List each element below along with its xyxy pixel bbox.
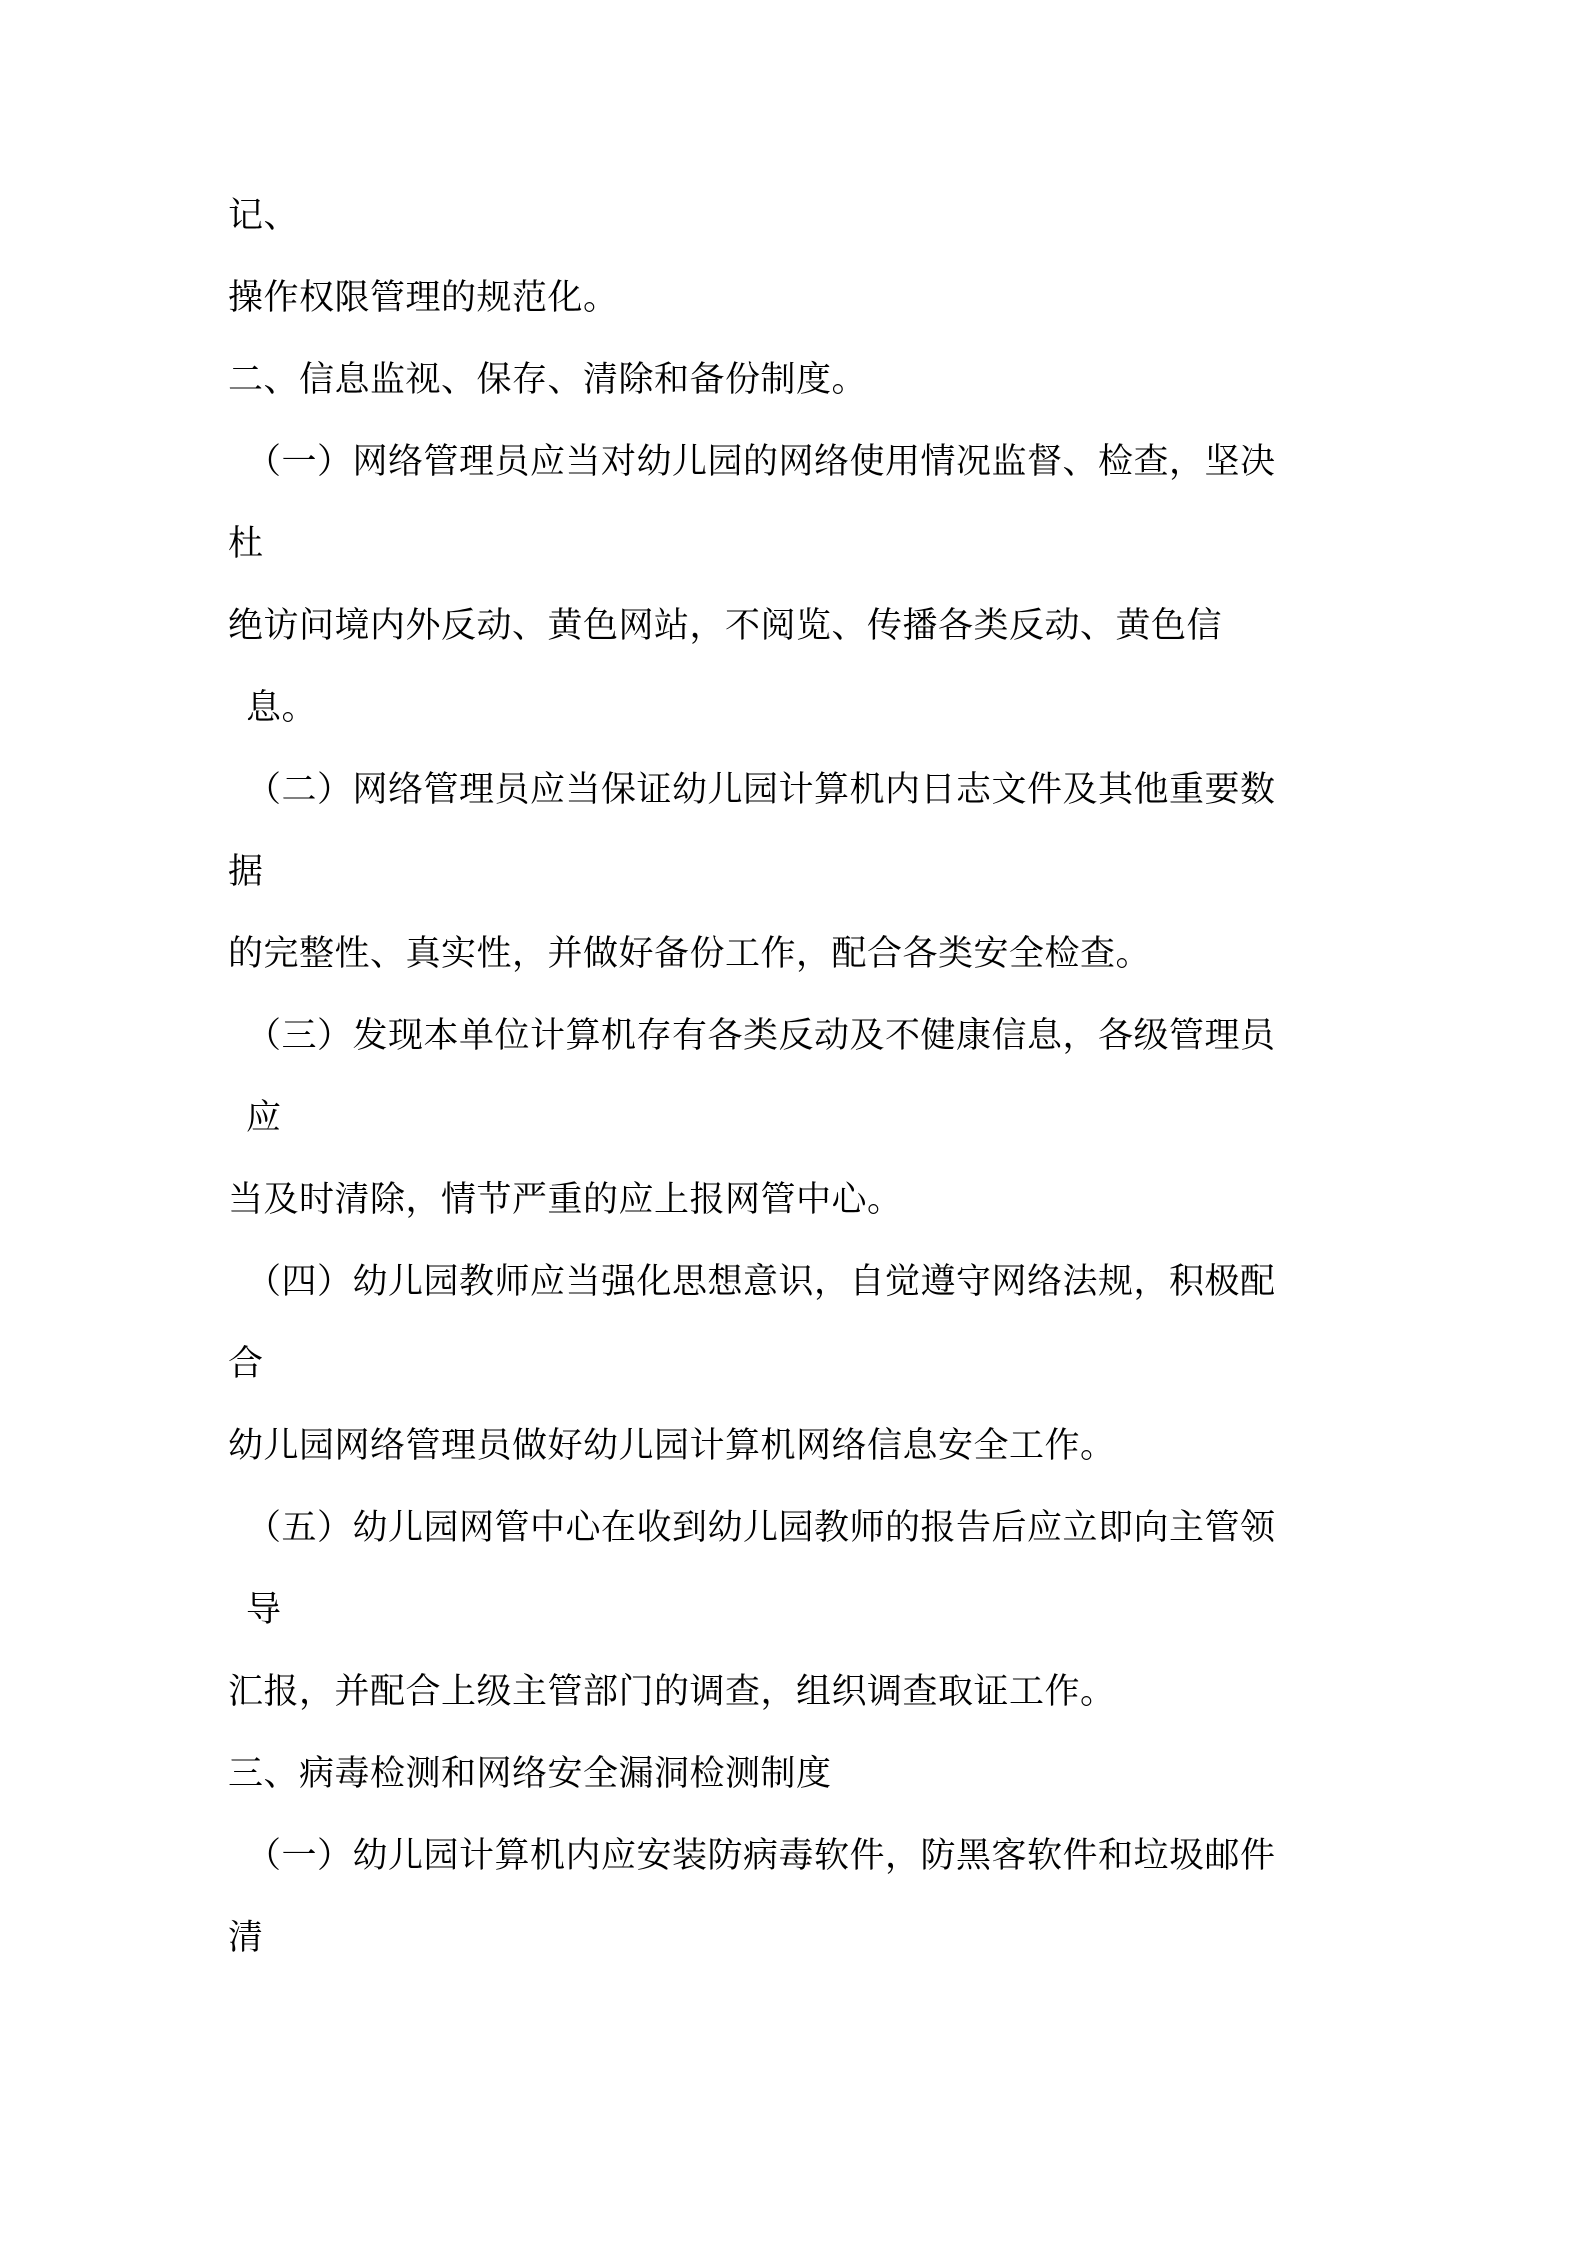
paragraph-line: 幼儿园网络管理员做好幼儿园计算机网络信息安全工作。 bbox=[228, 1426, 1116, 1466]
document-body bbox=[228, 175, 1372, 1979]
paragraph-line: 绝访问境内外反动、黄色网站，不阅览、传播各类反动、黄色信 bbox=[228, 606, 1223, 646]
paragraph-line: （三）发现本单位计算机存有各类反动及不健康信息，各级管理员 bbox=[246, 1016, 1276, 1056]
paragraph-line: 合 bbox=[228, 1344, 264, 1384]
paragraph-line: （一）网络管理员应当对幼儿园的网络使用情况监督、检查，坚决 bbox=[246, 442, 1276, 482]
paragraph-line: 据 bbox=[228, 852, 264, 892]
paragraph-line: （二）网络管理员应当保证幼儿园计算机内日志文件及其他重要数 bbox=[246, 770, 1276, 810]
paragraph-line: 息。 bbox=[246, 688, 318, 728]
section-heading-line: 三、病毒检测和网络安全漏洞检测制度 bbox=[228, 1754, 832, 1794]
paragraph-line: 操作权限管理的规范化。 bbox=[228, 278, 619, 318]
paragraph-line: 当及时清除，情节严重的应上报网管中心。 bbox=[228, 1180, 903, 1220]
paragraph-line: （四）幼儿园教师应当强化思想意识，自觉遵守网络法规，积极配 bbox=[246, 1262, 1276, 1302]
paragraph-line: 清 bbox=[228, 1918, 264, 1958]
paragraph-line: 导 bbox=[246, 1590, 282, 1630]
paragraph-line: 杜 bbox=[228, 524, 264, 564]
paragraph-line: （一）幼儿园计算机内应安装防病毒软件，防黑客软件和垃圾邮件 bbox=[246, 1836, 1276, 1876]
paragraph-line: （五）幼儿园网管中心在收到幼儿园教师的报告后应立即向主管领 bbox=[246, 1508, 1276, 1548]
paragraph-line: 应 bbox=[246, 1098, 282, 1138]
paragraph-line: 记、 bbox=[228, 196, 300, 236]
paragraph-line: 汇报，并配合上级主管部门的调查，组织调查取证工作。 bbox=[228, 1672, 1116, 1712]
section-heading-line: 二、信息监视、保存、清除和备份制度。 bbox=[228, 360, 868, 400]
paragraph-line: 的完整性、真实性，并做好备份工作，配合各类安全检查。 bbox=[228, 934, 1152, 974]
